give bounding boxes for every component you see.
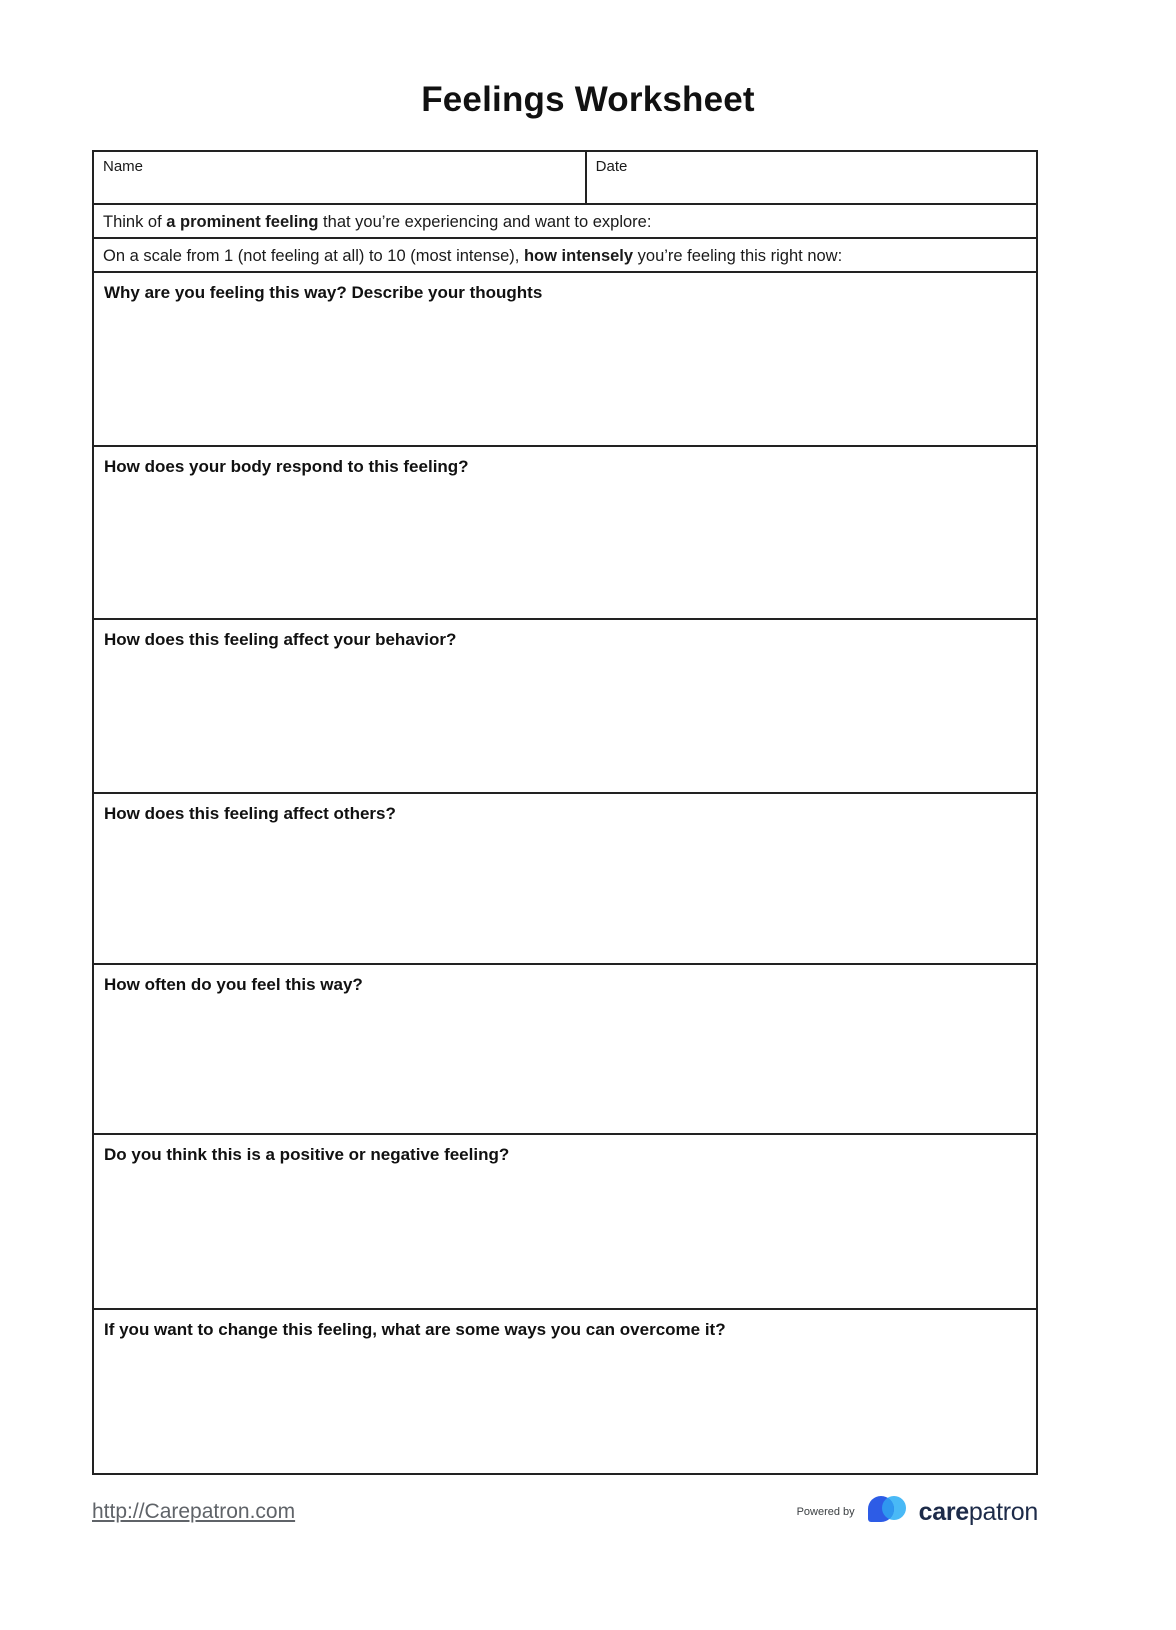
date-label: Date [595, 158, 628, 175]
carepatron-wordmark: carepatron [918, 1497, 1038, 1526]
powered-by-block [797, 1492, 1038, 1532]
carepatron-link[interactable]: http://Carepatron.com [92, 1500, 296, 1523]
name-label: Name [103, 158, 144, 175]
prominent-feeling-prompt: Think of a prominent feeling that you’re experiencing and want to explore: [103, 213, 652, 231]
section-valence-question: Do you think this is a positive or negative feeling? [104, 1145, 510, 1164]
section-overcome-question: If you want to change this feeling, what are some ways you can overcome it? [104, 1320, 726, 1339]
intensity-scale-field[interactable] [92, 237, 1038, 273]
page-footer [92, 1492, 1038, 1532]
section-frequency[interactable] [92, 963, 1038, 1135]
carepatron-logo-icon [864, 1492, 910, 1532]
section-behavior[interactable] [92, 618, 1038, 794]
intensity-scale-prompt: On a scale from 1 (not feeling at all) to 10 (most intense), how intensely you’re feeling this right now: [103, 247, 843, 265]
section-affect-others[interactable] [92, 792, 1038, 965]
section-affect-others-question: How does this feeling affect others? [104, 804, 396, 823]
page-title: Feelings Worksheet [421, 80, 755, 119]
prominent-feeling-field[interactable] [92, 203, 1038, 239]
worksheet-form [92, 150, 1038, 1475]
date-field[interactable] [587, 152, 1036, 203]
name-date-row [92, 150, 1038, 205]
section-body-response[interactable] [92, 445, 1038, 620]
section-frequency-question: How often do you feel this way? [104, 975, 363, 994]
section-behavior-question: How does this feeling affect your behavior? [104, 630, 457, 649]
section-why-feeling[interactable] [92, 271, 1038, 447]
section-body-response-question: How does your body respond to this feeling? [104, 457, 469, 476]
powered-by-label: Powered by [796, 1506, 855, 1518]
section-valence[interactable] [92, 1133, 1038, 1310]
section-why-feeling-question: Why are you feeling this way? Describe your thoughts [104, 283, 543, 302]
name-field[interactable] [94, 152, 587, 203]
section-overcome[interactable] [92, 1308, 1038, 1475]
